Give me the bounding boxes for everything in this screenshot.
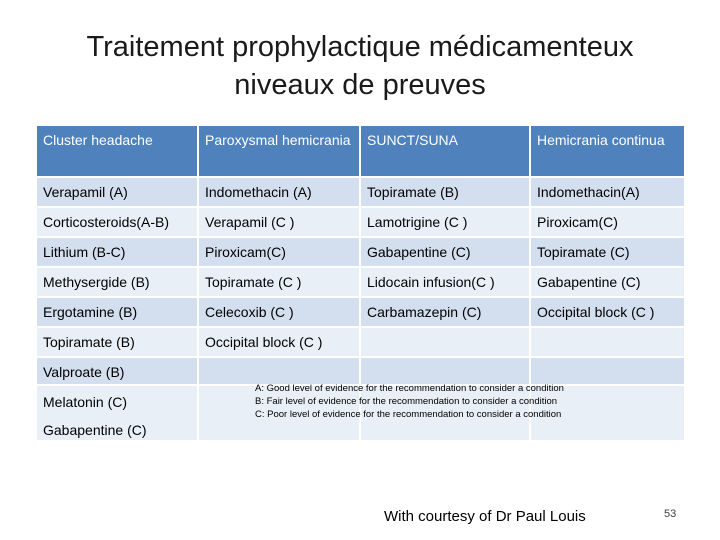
- title-line-1: Traitement prophylactique médicamenteux: [86, 31, 634, 63]
- table-cell: Lithium (B-C): [37, 238, 197, 266]
- table-cell: Topiramate (C ): [199, 268, 359, 296]
- table-cell: Topiramate (B): [37, 328, 197, 356]
- table-cell: Verapamil (A): [37, 178, 197, 206]
- table-cell: Indomethacin (A): [199, 178, 359, 206]
- table-cell: [37, 386, 197, 440]
- table-cell: Piroxicam(C): [531, 208, 684, 236]
- title-line-2: niveaux de preuves: [234, 69, 486, 101]
- table-cell: Carbamazepin (C): [361, 298, 529, 326]
- slide-title: [40, 28, 680, 104]
- header-cluster-headache: Cluster headache: [37, 126, 197, 176]
- table-cell: Lamotrigine (C ): [361, 208, 529, 236]
- table-cell: Gabapentine (C): [531, 268, 684, 296]
- legend-line-a: A: Good level of evidence for the recommendation to consider a condition: [255, 383, 564, 394]
- page-number: 53: [664, 508, 677, 520]
- table-cell: Gabapentine (C): [361, 238, 529, 266]
- table-cell: [199, 358, 359, 384]
- table-cell: Methysergide (B): [37, 268, 197, 296]
- table-cell: [531, 328, 684, 356]
- table-cell: Celecoxib (C ): [199, 298, 359, 326]
- header-sunct-suna: SUNCT/SUNA: [361, 126, 529, 176]
- table-cell-text: Gabapentine (C): [43, 422, 147, 438]
- table-cell: Topiramate (B): [361, 178, 529, 206]
- table-cell: [531, 358, 684, 384]
- courtesy-note: With courtesy of Dr Paul Louis: [384, 508, 586, 525]
- table-cell: Occipital block (C ): [199, 328, 359, 356]
- legend-line-c: C: Poor level of evidence for the recommendation to consider a condition: [255, 409, 562, 420]
- table-cell: Ergotamine (B): [37, 298, 197, 326]
- table-cell: [361, 358, 529, 384]
- table-cell: Lidocain infusion(C ): [361, 268, 529, 296]
- legend-line-b: B: Fair level of evidence for the recommendation to consider a condition: [255, 396, 558, 407]
- header-paroxysmal-hemicrania: Paroxysmal hemicrania: [199, 126, 359, 176]
- table-cell: Indomethacin(A): [531, 178, 684, 206]
- table-cell: Verapamil (C ): [199, 208, 359, 236]
- table-cell: Occipital block (C ): [531, 298, 684, 326]
- evidence-legend: [255, 382, 645, 421]
- table-cell: Corticosteroids(A-B): [37, 208, 197, 236]
- header-hemicrania-continua: Hemicrania continua: [531, 126, 684, 176]
- table-cell-text: Melatonin (C): [43, 394, 128, 410]
- table-cell: Topiramate (C): [531, 238, 684, 266]
- table-cell: Piroxicam(C): [199, 238, 359, 266]
- table-cell: [361, 328, 529, 356]
- table-cell: Valproate (B): [37, 358, 197, 384]
